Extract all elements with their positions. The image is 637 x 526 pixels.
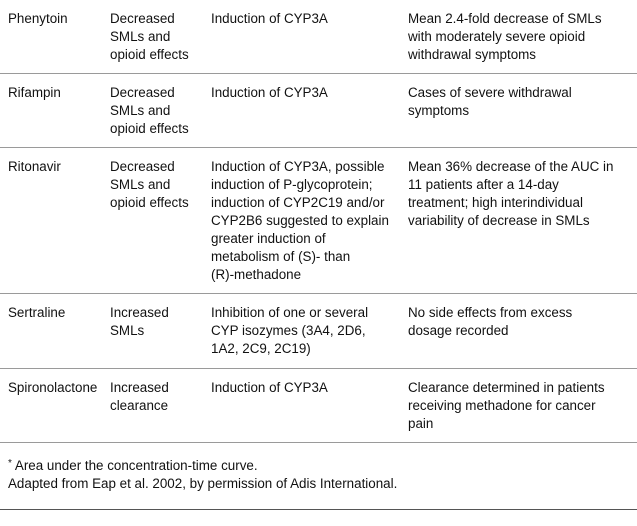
effect-cell: Decreased SMLs and opioid effects [110,85,189,136]
mechanism-cell: Induction of CYP3A [211,85,328,100]
source-footnote: Adapted from Eap et al. 2002, by permission of Adis International. [8,476,398,491]
table-row [0,294,637,369]
comment-cell: Clearance determined in patients receiving methadone for cancer pain [408,380,605,431]
table-row [0,74,637,148]
effect-cell: Decreased SMLs and opioid effects [110,11,189,62]
auc-footnote [8,455,628,475]
mechanism-cell: Induction of CYP3A [211,380,328,395]
comment-cell: Mean 2.4-fold decrease of SMLs with moderately severe opioid withdrawal symptoms [408,11,602,62]
drug-name-cell: Rifampin [8,85,61,100]
footnote-marker: * [8,458,12,469]
mechanism-cell: Inhibition of one or several CYP isozymes (3A4, 2D6, 1A2, 2C9, 2C19) [211,305,369,356]
table-footnotes [8,455,628,493]
drug-name-cell: Spironolactone [8,380,98,395]
effect-cell: Increased SMLs [110,305,169,338]
mechanism-cell: Induction of CYP3A, possible induction of P-glycoprotein; induction of CYP2C19 and/or CYP2B6 suggested to explain greater induction of metabolism of (S)- than (R)-methadone [211,159,389,282]
drug-name-cell: Phenytoin [8,11,68,26]
drug-name-cell: Ritonavir [8,159,61,174]
comment-cell: Mean 36% decrease of the AUC in 11 patients after a 14-day treatment; high interindividual variability of decrease in SMLs [408,159,614,228]
effect-cell: Increased clearance [110,380,169,413]
table-row [0,148,637,294]
comment-cell: Cases of severe withdrawal symptoms [408,85,572,118]
table-row [0,369,637,443]
mechanism-cell: Induction of CYP3A [211,11,328,26]
table-row [0,0,637,74]
comment-cell: No side effects from excess dosage recorded [408,305,573,338]
drug-name-cell: Sertraline [8,305,66,320]
bottom-divider [0,509,637,510]
auc-footnote-text: Area under the concentration-time curve. [14,458,258,473]
effect-cell: Decreased SMLs and opioid effects [110,159,189,210]
